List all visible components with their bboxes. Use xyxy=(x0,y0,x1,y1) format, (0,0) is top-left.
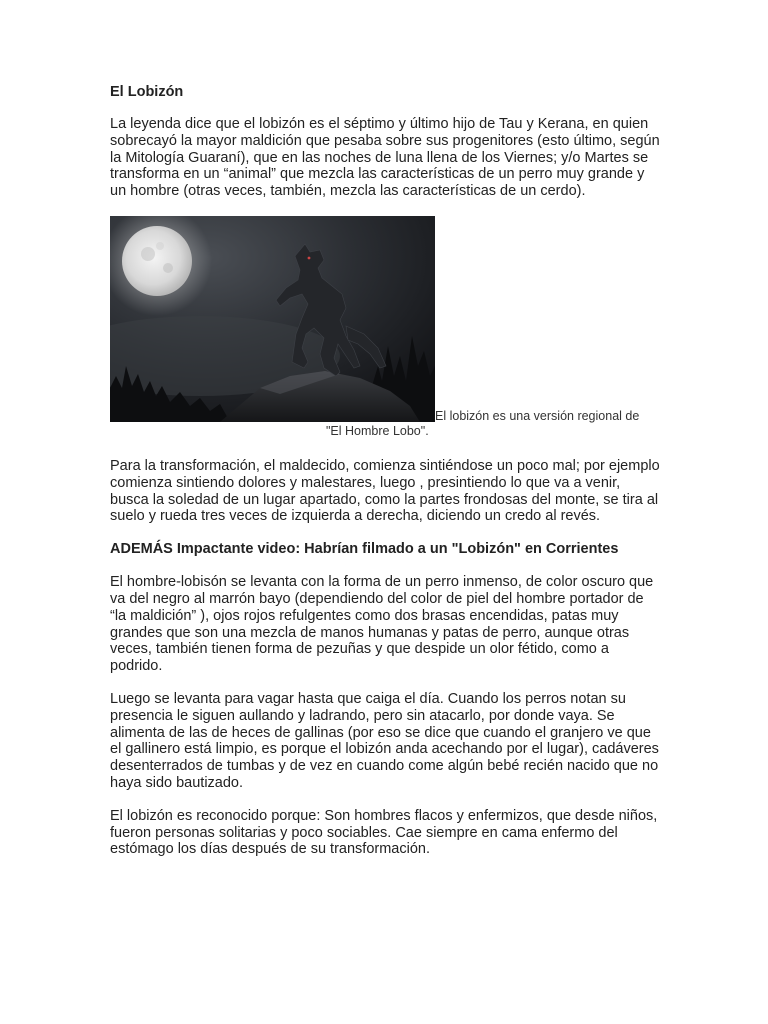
article-body xyxy=(110,84,660,874)
description-paragraph: El hombre-lobisón se levanta con la forma de un perro inmenso, de color oscuro que va del negro al marrón bayo (dependiendo del color de piel del hombre portador de “la maldición” ), ojos rojos refulgentes como dos brasas encendidas, patas muy grandes que son una mezcla de manos humanas y patas de perro, aunque otras veces, también tienen forma de pezuñas y que despide un olor fétido, como a podrido. xyxy=(110,574,654,675)
recognition-paragraph: El lobizón es reconocido porque: Son hombres flacos y enfermizos, que desde niños, fueron personas solitarias y poco sociables. Cae siempre en cama enfermo del estómago los días después de su transformación. xyxy=(110,807,658,858)
werewolf-moon-photo xyxy=(110,216,435,422)
related-video-link[interactable]: ADEMÁS Impactante video: Habrían filmado a un "Lobizón" en Corrientes xyxy=(110,541,619,558)
behavior-paragraph: Luego se levanta para vagar hasta que caiga el día. Cuando los perros notan su presencia le siguen aullando y ladrando, pero sin atacarlo, por donde vaya. Se alimenta de las de heces de gallinas (por eso se dice que cuando el granjero ve que el gallinero está limpio, es porque el lobizón anda acechando por el lugar), cadáveres desenterrados de tumbas y de vez en cuando come algún bebé recién nacido que no haya sido bautizado. xyxy=(110,690,659,791)
figure xyxy=(110,216,660,438)
article-title: El Lobizón xyxy=(110,84,184,100)
intro-paragraph: La leyenda dice que el lobizón es el séptimo y último hijo de Tau y Kerana, en quien sobrecayó la mayor maldición que pesaba sobre sus progenitores (esto último, según la Mitología Guaraní), que en las noches de luna llena de los Viernes; y/o Martes se transforma en un “animal” que mezcla las características de un perro muy grande y un hombre (otras veces, también, mezcla las características de un cerdo). xyxy=(110,116,660,200)
figure-caption-line1: El lobizón es una versión regional de xyxy=(435,408,640,423)
transformation-paragraph: Para la transformación, el maldecido, comienza sintiéndose un poco mal; por ejemplo comienza sintiendo dolores y malestares, luego , presintiendo lo que va a venir, busca la soledad de un lugar apartado, como la partes frondosas del monte, se tira al suelo y rueda tres veces de izquierda a derecha, diciendo un credo al revés. xyxy=(110,457,660,525)
figure-caption-line2: "El Hombre Lobo". xyxy=(326,423,429,438)
